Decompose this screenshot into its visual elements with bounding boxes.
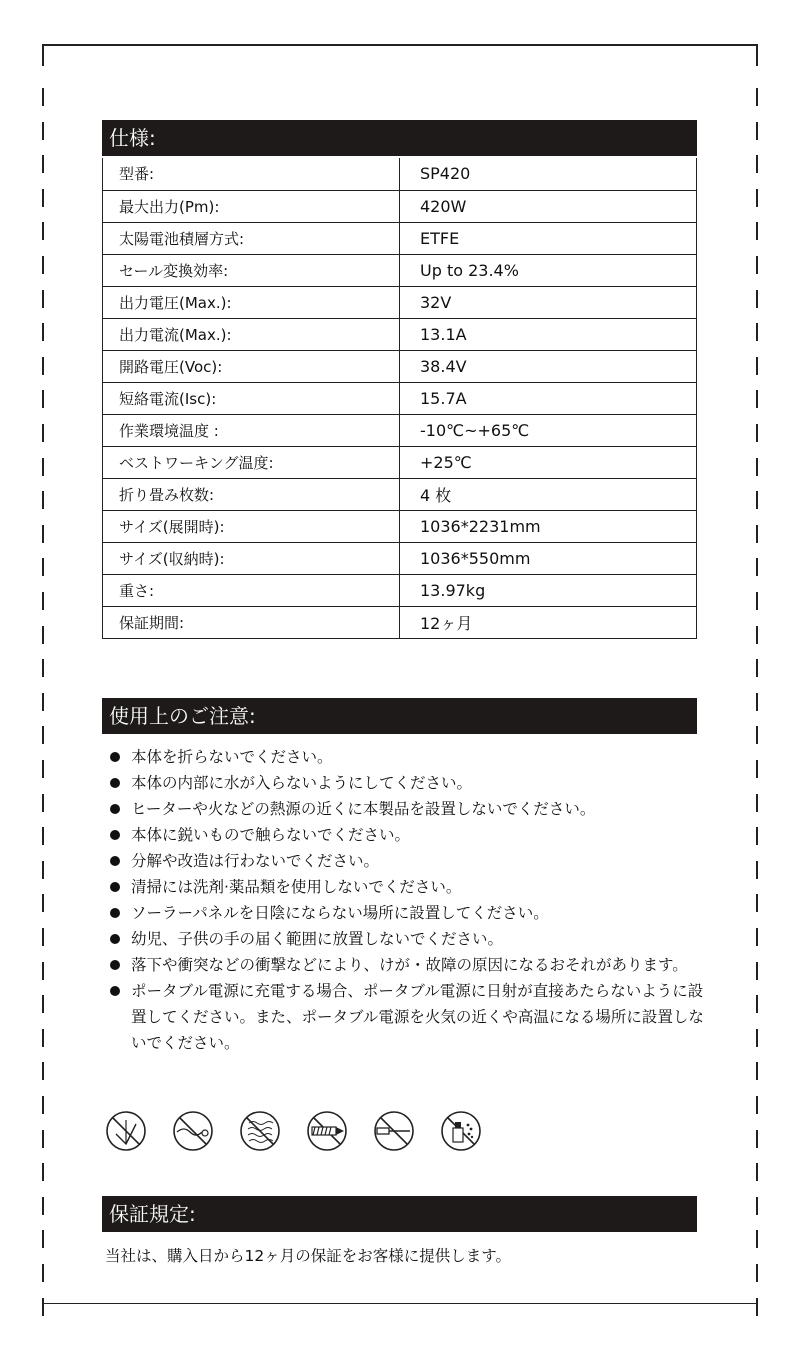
border-tick [756,794,758,812]
caution-item: ソーラーパネルを日陰にならない場所に設置してください。 [105,900,705,926]
border-tick [42,558,44,576]
border-tick [756,424,758,442]
right-border-corner [756,44,758,66]
border-tick [42,424,44,442]
spec-label: 保証期間: [103,606,400,638]
border-tick [756,1264,758,1282]
spec-row [103,606,697,638]
warranty-text: 当社は、購入日から12ヶ月の保証をお客様に提供します。 [105,1247,511,1265]
spec-row [103,254,697,286]
border-tick [42,827,44,845]
spec-row [103,318,697,350]
spec-label: 最大出力(Pm): [103,190,400,222]
border-tick [756,827,758,845]
spec-value: 13.1A [400,318,697,350]
border-tick [42,592,44,610]
spec-row [103,414,697,446]
caution-item: 本体に鋭いもので触らないでください。 [105,822,705,848]
border-tick [42,760,44,778]
spec-value: 1036*550mm [400,542,697,574]
border-tick [42,189,44,207]
border-tick [756,861,758,879]
spec-row [103,542,697,574]
caution-section-title: 使用上のご注意: [102,698,697,734]
spec-row [103,446,697,478]
spec-table [102,158,697,639]
border-tick [756,357,758,375]
border-tick [756,323,758,341]
border-tick [756,122,758,140]
border-tick [42,222,44,240]
border-tick [42,995,44,1013]
spec-label: サイズ(展開時): [103,510,400,542]
caution-list [105,744,705,1056]
border-tick [756,1298,758,1316]
border-tick [42,525,44,543]
border-tick [42,1130,44,1148]
spec-row [103,158,697,190]
spec-value: -10℃~+65℃ [400,414,697,446]
spec-row [103,382,697,414]
border-tick [756,290,758,308]
border-tick [756,558,758,576]
border-tick [756,390,758,408]
border-tick [756,995,758,1013]
spec-row [103,574,697,606]
border-tick [756,693,758,711]
spec-value: Up to 23.4% [400,254,697,286]
border-tick [756,1197,758,1215]
border-tick [756,458,758,476]
no-chemicals-icon [440,1110,482,1152]
border-tick [756,1062,758,1080]
border-tick [756,1096,758,1114]
border-tick [42,1062,44,1080]
no-heat-icon [239,1110,281,1152]
no-disassembly-icon [373,1110,415,1152]
spec-row [103,510,697,542]
top-border [42,44,758,46]
spec-value: +25℃ [400,446,697,478]
spec-row [103,190,697,222]
spec-row [103,478,697,510]
spec-label: 作業環境温度 : [103,414,400,446]
border-tick [756,491,758,509]
border-tick [42,894,44,912]
border-tick [42,962,44,980]
border-tick [42,1029,44,1047]
border-tick [42,390,44,408]
border-tick [756,760,758,778]
border-tick [42,290,44,308]
border-tick [42,1298,44,1316]
border-tick [756,592,758,610]
spec-label: 重さ: [103,574,400,606]
border-tick [42,1096,44,1114]
border-tick [42,155,44,173]
border-tick [42,323,44,341]
spec-value: SP420 [400,158,697,190]
spec-value: 1036*2231mm [400,510,697,542]
border-tick [756,726,758,744]
border-tick [756,222,758,240]
caution-item: ポータブル電源に充電する場合、ポータブル電源に日射が直接あたらないように設置してください。また、ポータブル電源を火気の近くや高温になる場所に設置しないでください。 [105,978,705,1056]
border-tick [42,693,44,711]
spec-value: 38.4V [400,350,697,382]
border-tick [42,256,44,274]
border-tick [42,928,44,946]
border-tick [756,1230,758,1248]
spec-section-title: 仕様: [102,120,697,156]
border-tick [42,861,44,879]
border-tick [42,1230,44,1248]
caution-item: ヒーターや火などの熱源の近くに本製品を設置しないでください。 [105,796,705,822]
spec-label: 太陽電池積層方式: [103,222,400,254]
caution-item: 本体を折らないでください。 [105,744,705,770]
border-tick [756,1029,758,1047]
caution-item: 分解や改造は行わないでください。 [105,848,705,874]
spec-value: 15.7A [400,382,697,414]
border-tick [42,122,44,140]
bottom-border [42,1303,758,1304]
no-water-icon [172,1110,214,1152]
border-tick [756,962,758,980]
border-tick [42,1264,44,1282]
border-tick [42,626,44,644]
spec-value: 4 枚 [400,478,697,510]
caution-item: 落下や衝突などの衝撃などにより、けが・故障の原因になるおそれがあります。 [105,952,705,978]
border-tick [42,1163,44,1181]
spec-value: 13.97kg [400,574,697,606]
spec-value: 32V [400,286,697,318]
caution-item: 幼児、子供の手の届く範囲に放置しないでください。 [105,926,705,952]
spec-row [103,350,697,382]
spec-label: ベストワーキング温度: [103,446,400,478]
border-tick [756,155,758,173]
no-sharp-objects-icon [306,1110,348,1152]
spec-label: 短絡電流(Isc): [103,382,400,414]
spec-value: 12ヶ月 [400,606,697,638]
spec-row [103,222,697,254]
spec-label: セール変換効率: [103,254,400,286]
spec-row [103,286,697,318]
left-border-corner [42,44,44,66]
border-tick [42,794,44,812]
border-tick [42,1197,44,1215]
border-tick [42,491,44,509]
border-tick [756,1163,758,1181]
border-tick [42,88,44,106]
border-tick [42,458,44,476]
spec-value: 420W [400,190,697,222]
border-tick [756,659,758,677]
border-tick [756,626,758,644]
spec-label: 型番: [103,158,400,190]
spec-value: ETFE [400,222,697,254]
border-tick [756,894,758,912]
warranty-section-title: 保証規定: [102,1196,697,1232]
spec-label: サイズ(収納時): [103,542,400,574]
border-tick [756,256,758,274]
caution-item: 本体の内部に水が入らないようにしてください。 [105,770,705,796]
spec-label: 出力電圧(Max.): [103,286,400,318]
border-tick [756,1130,758,1148]
spec-label: 折り畳み枚数: [103,478,400,510]
border-tick [42,659,44,677]
spec-label: 出力電流(Max.): [103,318,400,350]
border-tick [756,928,758,946]
border-tick [756,189,758,207]
border-tick [756,88,758,106]
caution-item: 清掃には洗剤·薬品類を使用しないでください。 [105,874,705,900]
border-tick [42,726,44,744]
no-folding-icon [105,1110,147,1152]
border-tick [42,357,44,375]
border-tick [756,525,758,543]
spec-label: 開路電圧(Voc): [103,350,400,382]
